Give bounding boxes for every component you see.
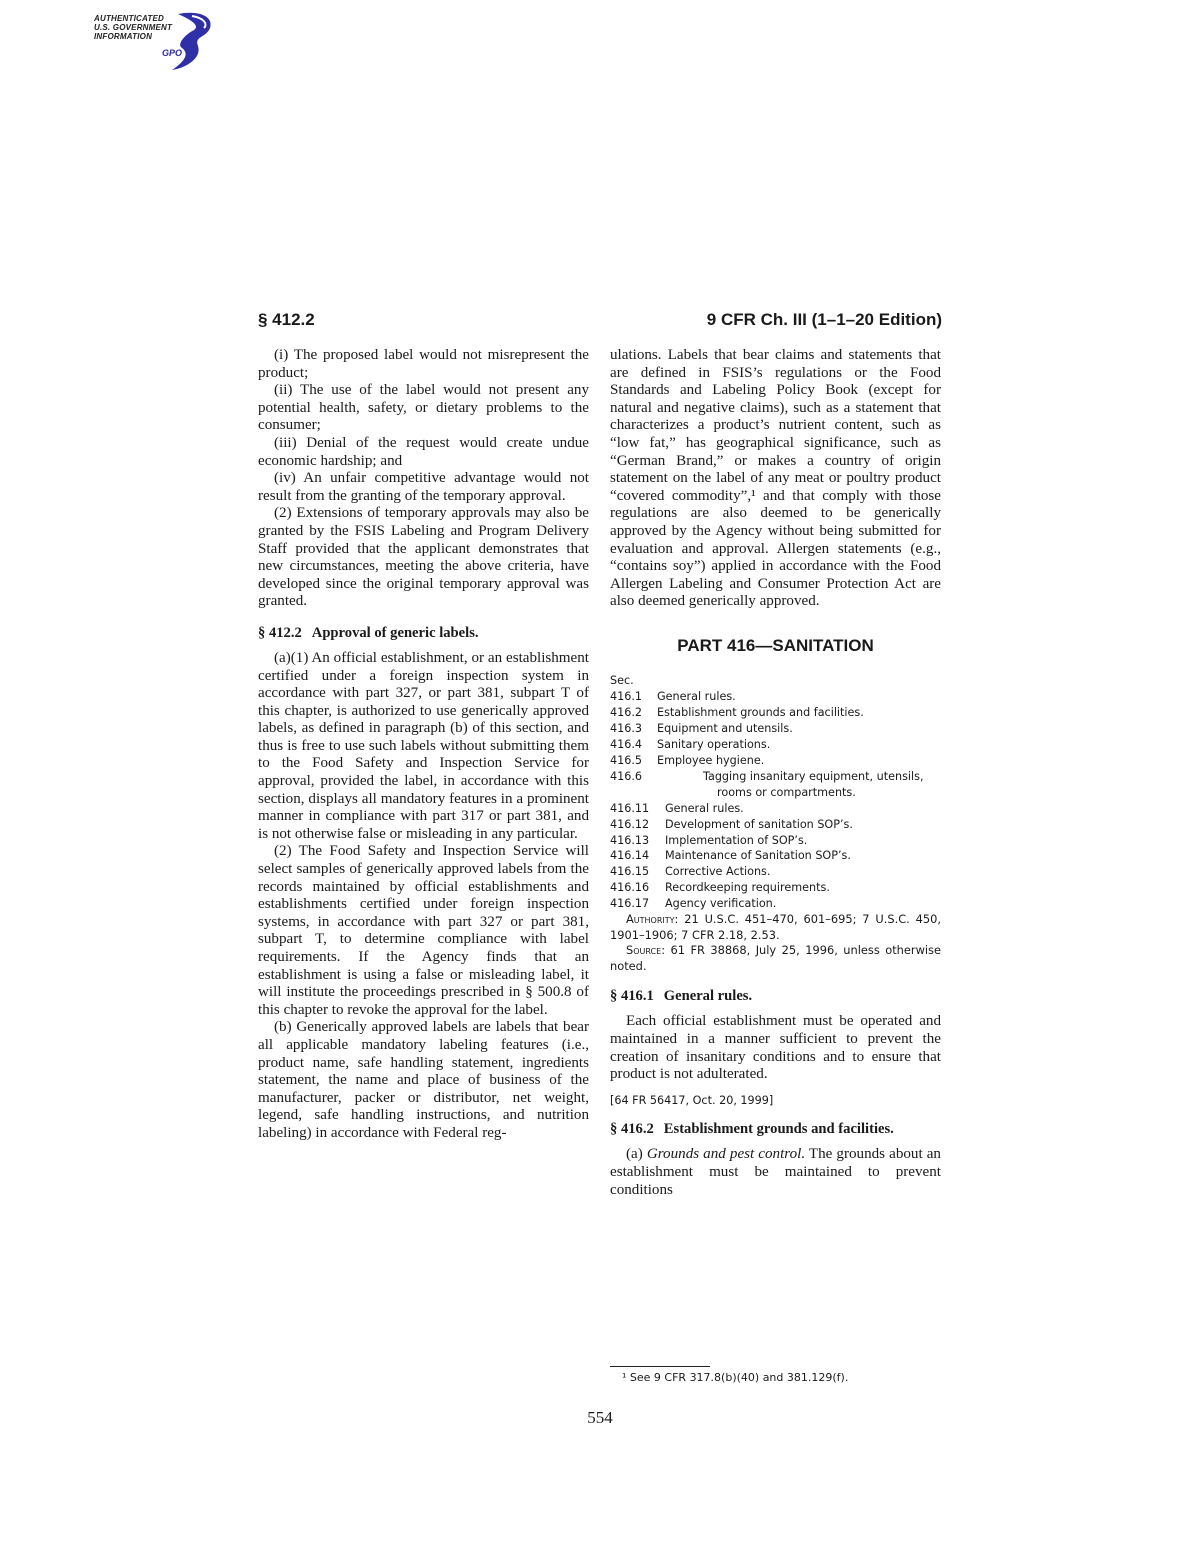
toc-title: Corrective Actions. — [665, 865, 771, 879]
section-number: § 416.2 — [610, 1121, 654, 1138]
toc-title: General rules. — [665, 801, 744, 815]
footnote: ¹ See 9 CFR 317.8(b)(40) and 381.129(f). — [622, 1371, 849, 1384]
source-label: Source — [626, 943, 662, 958]
toc-title: General rules. — [657, 690, 736, 704]
toc-row — [610, 769, 941, 801]
footnote-rule — [610, 1366, 710, 1367]
paragraph: ulations. Labels that bear claims and statements that are defined in FSIS’s regulations or the Food Standards and Labeling Policy Book (except for natural and negative claims), such as a statement that characterizes a product’s nutrient content, such as “low fat,” has geographical significance, such as “German Brand,” or makes a country of origin statement on the label of any meat or poultry product “covered commodity”,¹ and that comply with those regulations are also deemed to be generically approved by the Agency without being submitted for evaluation and approval. Allergen statements (e.g., “contains soy”) applied in accordance with the Food Allergen Labeling and Consumer Protection Act are also deemed generically approved. — [610, 347, 941, 610]
toc-number: 416.13 — [610, 833, 650, 847]
toc-number: 416.12 — [610, 817, 650, 831]
paragraph: (a)(1) An official establishment, or an establishment certified under a foreign inspection system in accordance with part 327, or part 381, subpart T of this chapter, is authorized to use generically approved labels, as defined in paragraph (b) of this section, and thus is free to use such labels without submitting them to the Food Safety and Inspection Service for approval, provided the label, in accordance with this section, displays all mandatory features in a prominent manner in compliance with part 317 or part 381, and is not otherwise false or misleading in any particular. — [258, 649, 589, 842]
toc-title: Development of sanitation SOP’s. — [665, 817, 853, 831]
paragraph: (2) The Food Safety and Inspection Service will select samples of generically approved labels from the records maintained by official establishments and establishments certified under foreign inspection systems, in accordance with part 327 or part 381, subpart T, to determine compliance with label requirements. If the Agency finds that an establishment is using a false or misleading label, it will institute the proceedings prescribed in § 500.8 of this chapter to revoke the approval for the label. — [258, 843, 589, 1018]
paragraph — [610, 1146, 941, 1199]
toc-title: Agency verification. — [665, 897, 777, 911]
toc-row — [610, 705, 941, 721]
section-title: General rules. — [663, 988, 753, 1005]
toc-title: Implementation of SOP’s. — [665, 833, 808, 847]
toc-number: 416.14 — [610, 849, 650, 863]
citation: [64 FR 56417, Oct. 20, 1999] — [610, 1093, 774, 1107]
toc-number: 416.3 — [610, 722, 643, 736]
section-heading-412-2 — [258, 625, 589, 642]
toc-title: Maintenance of Sanitation SOP’s. — [665, 849, 851, 863]
paragraph: (ii) The use of the label would not present any potential health, safety, or dietary problems to the consumer; — [258, 382, 589, 434]
section-number: § 412.2 — [258, 624, 302, 641]
authority-label: Authority — [626, 912, 675, 927]
toc-title: Tagging insanitary equipment, utensils, rooms or compartments. — [703, 769, 924, 799]
paragraph: Each official establishment must be operated and maintained in a manner sufficient to prevent the creation of insanitary conditions and to ensure that product is not adulterated. — [610, 1013, 941, 1083]
right-column — [610, 347, 941, 1199]
paragraph: (b) Generically approved labels are labels that bear all applicable mandatory labeling features (i.e., product name, safe handling statement, ingredients statement, the name and place of business of the manufacturer, packer or distributor, net weight, legend, safe handling instructions, and nutrition labeling) in accordance with Federal reg- — [258, 1019, 589, 1141]
part-title: PART 416—SANITATION — [677, 635, 874, 655]
toc-title: Employee hygiene. — [657, 754, 765, 768]
toc-heading: Sec. — [610, 673, 634, 687]
authority-note — [610, 912, 941, 943]
toc-number: 416.1 — [610, 690, 643, 704]
toc-number: 416.4 — [610, 738, 643, 752]
toc-number: 416.11 — [610, 801, 650, 815]
toc-row — [610, 689, 941, 705]
section-heading-416-1 — [610, 988, 941, 1005]
toc-number: 416.2 — [610, 706, 643, 720]
authority-text: : 21 U.S.C. 451–470, 601–695; 7 U.S.C. 450, 1901–1906; 7 CFR 2.18, 2.53. — [610, 912, 941, 942]
gpo-authentication-logo — [86, 8, 226, 74]
left-column — [258, 347, 589, 1143]
toc-number: 416.16 — [610, 881, 650, 895]
paragraph: (iv) An unfair competitive advantage would not result from the granting of the temporary approval. — [258, 470, 589, 504]
source-note — [610, 943, 941, 974]
toc-row — [610, 801, 941, 817]
toc-title: Recordkeeping requirements. — [665, 881, 830, 895]
toc-number: 416.6 — [610, 769, 643, 783]
toc-number: 416.5 — [610, 754, 643, 768]
paragraph: (2) Extensions of temporary approvals may also be granted by the FSIS Labeling and Program Delivery Staff provided that the applicant demonstrates that new circumstances, meeting the above criteria, have developed since the original temporary approval was granted. — [258, 505, 589, 610]
paragraph: (i) The proposed label would not misrepresent the product; — [258, 347, 589, 381]
paragraph-text: The grounds about an establishment must be maintained to prevent conditions — [610, 1146, 941, 1198]
toc-row — [610, 737, 941, 753]
section-title: Establishment grounds and facilities. — [663, 1121, 894, 1138]
logo-line-2: U.S. GOVERNMENT — [94, 23, 173, 32]
toc-row — [610, 864, 941, 880]
toc-row — [610, 896, 941, 912]
toc-row — [610, 721, 941, 737]
section-number: § 416.1 — [610, 988, 654, 1005]
logo-line-1: AUTHENTICATED — [94, 14, 165, 23]
paragraph-heading: Grounds and pest control. — [646, 1146, 806, 1163]
toc-title: Sanitary operations. — [657, 738, 771, 752]
running-head-section: § 412.2 — [258, 310, 315, 329]
section-heading-416-2 — [610, 1121, 941, 1138]
section-title: Approval of generic labels. — [311, 624, 479, 641]
running-head-title: 9 CFR Ch. III (1–1–20 Edition) — [706, 310, 942, 329]
table-of-contents — [610, 673, 941, 913]
paragraph-lead: (a) — [626, 1146, 643, 1163]
toc-row — [610, 833, 941, 849]
toc-title: Establishment grounds and facilities. — [657, 706, 864, 720]
paragraph: (iii) Denial of the request would create undue economic hardship; and — [258, 434, 589, 469]
page-number: 554 — [587, 1408, 613, 1427]
toc-number: 416.15 — [610, 865, 650, 879]
toc-row — [610, 848, 941, 864]
toc-row — [610, 880, 941, 896]
source-text: : 61 FR 38868, July 25, 1996, unless otherwise noted. — [610, 943, 941, 973]
toc-row — [610, 753, 941, 769]
toc-number: 416.17 — [610, 897, 650, 911]
toc-row — [610, 817, 941, 833]
logo-line-3: INFORMATION — [94, 32, 153, 41]
toc-title: Equipment and utensils. — [657, 722, 793, 736]
gpo-mark: GPO — [162, 48, 183, 58]
